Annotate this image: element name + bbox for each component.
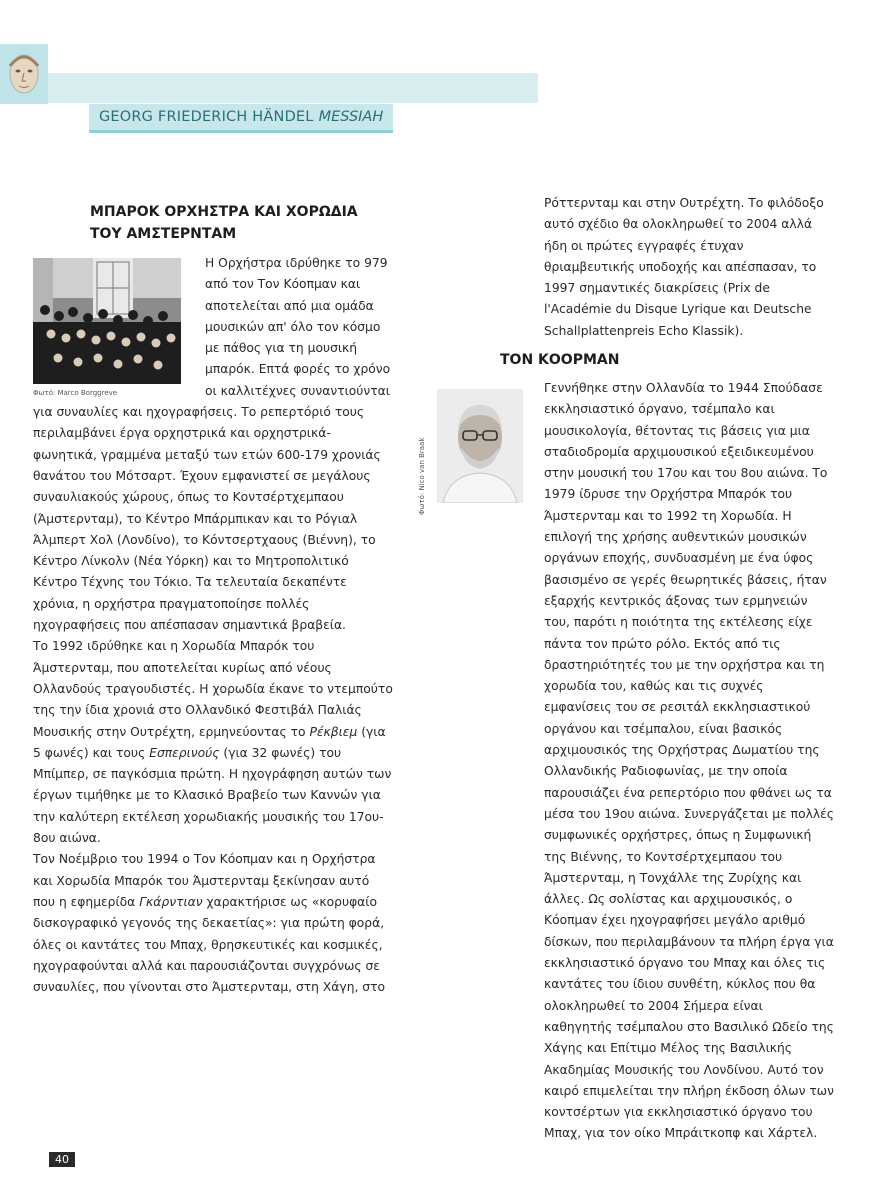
orchestra-photo-caption: Φωτό: Marco Borggreve [33,389,118,397]
title-main: GEORG FRIEDERICH HÄNDEL [99,109,314,125]
header-band [48,73,538,103]
heading-line-2: ΤΟΥ ΑΜΣΤΕΡΝΤΑΜ [90,226,237,242]
header-portrait-tile [0,44,48,104]
right-column-continuation [544,193,834,342]
koopman-photo [437,389,523,503]
koopman-photo-caption: Φωτό: Nico van Braak [418,437,426,515]
page-title [89,104,393,133]
orchestra-paragraph-3-cont: Ρόττερνταμ και στην Ουτρέχτη. Το φιλόδοξο αυτό σχέδιο θα ολοκληρωθεί το 2004 αλλά ήδη οι πρώτες εγγραφές έτυχαν θριαμβευτικής υποδοχής και απέσπασαν, το 1997 σημαντικές διακρίσεις (Prix de l'Académie du Disque Lyrique και Deutsche Schallplattenpreis Echo Klassik). [544,196,824,338]
title-italic: MESSIAH [318,109,384,125]
koopman-column [544,378,834,1145]
photo-placeholder [33,253,205,397]
section-heading-orchestra [90,201,358,245]
left-column [33,253,393,998]
section-heading-koopman: ΤΟΝ ΚΟΟΡΜΑΝ [500,352,620,368]
page-number: 40 [49,1152,75,1167]
orchestra-paragraph-3: Τον Νοέμβριο του 1994 ο Τον Κόοπμαν και η Ορχήστρα και Χορωδία Μπαρόκ του Άμστερνταμ ξεκίνησαν αυτό που η εφημερίδα Γκάρντιαν χαρακτήρισε ως «κορυφαίο δισκογραφικό γεγονός της δεκαετίας»: για πρώτη φορά, όλες οι καντάτες του Μπαχ, θρησκευτικές και κοσμικές, ηχογραφούνται αλλά και παρουσιάζονται συγχρόνως σε συναυλίες, που γίνονται στο Άμστερνταμ, στη Χάγη, στο [33,852,386,995]
orchestra-paragraph-2: Το 1992 ιδρύθηκε και η Χορωδία Μπαρόκ του Άμστερνταμ, που αποτελείται κυρίως από νέους Ολλανδούς τραγουδιστές. Η χορωδία έκανε το ντεμπούτο της την ίδια χρονιά στο Ολλανδικό Φεστιβάλ Παλιάς Μουσικής στην Ουτρέχτη, ερμηνεύοντας το Ρέκβιεμ (για 5 φωνές) και τους Εσπερινούς (για 32 φωνές) του Μπίμπερ, σε παγκόσμια πρώτη. Η ηχογράφηση αυτών των έργων τιμήθηκε με το Κλασικό Βραβείο των Καννών για την καλύτερη εκτέλεση χορωδιακής μουσικής του 17ου- 8ου αιώνα. [33,639,393,846]
koopman-paragraph: Γεννήθηκε στην Ολλανδία το 1944 Σπούδασε εκκλησιαστικό όργανο, τσέμπαλο και μουσικολογία, θέτοντας τις βάσεις για μια σταδιοδρομία αρχιμουσικού εξειδικευμένου στην μουσική του 17ου και του 8ου αιώνα. Το 1979 ίδρυσε την Ορχήστρα Μπαρόκ του Άμστερνταμ και το 1992 τη Χορωδία. Η επιλογή της χρήσης αυθεντικών μουσικών οργάνων εποχής, συνδυασμένη με ένα ύφος βασισμένο σε γερές θεωρητικές βάσεις, ήταν εξαρχής κεντρικός άξονας των ερμηνειών του, παρότι η ποιότητα της εκτέλεσης είχε πάντα τον πρώτο ρόλο. Εκτός από τις δραστηριότητές του με την ορχήστρα και τη χορωδία του, καθώς και τις συχνές εμφανίσεις του σε ρεσιτάλ εκκλησιαστικού οργάνου και τσέμπαλου, είναι βασικός αρχιμουσικός της Ορχήστρας Δωματίου της Ολλανδικής Ραδιοφωνίας, με την οποία παρουσιάζει ένα ρεπερτόριο που φθάνει ως τα μέσα του 19ου αιώνα. Συνεργάζεται με πολλές συμφωνικές ορχήστρες, όπως η Συμφωνική της Βιέννης, το Κοντσέρτχεμπαου του Άμστερνταμ, η Τονχάλλε της Ζυρίχης και άλλες. Ως σολίστας και αρχιμουσικός, ο Κόοπμαν έχει ηχογραφήσει μεγάλο αριθμό δίσκων, που περιλαμβάνουν τα πλήρη έργα για εκκλησιαστικό όργανο του Μπαχ και όλες τις καντάτες του ίδιου συνθέτη, κύκλος που θα ολοκληρωθεί το 2004 Σήμερα είναι καθηγητής τσέμπαλου στο Βασιλικό Ωδείο της Χάγης και Επίτιμο Μέλος της Βασιλικής Ακαδημίας Μουσικής του Λονδίνου. Αυτό τον καιρό επιμελείται την πλήρη έκδοση όλων των κοντσέρτων για εκκλησιαστικό όργανο του Μπαχ, για τον οίκο Μπράιτκοπφ και Χάρτελ. [544,381,835,1141]
heading-line-1: ΜΠΑΡΟΚ ΟΡΧΗΣΤΡΑ ΚΑΙ ΧΟΡΩΔΙΑ [90,204,358,220]
orchestra-paragraph-1: Η Ορχήστρα ιδρύθηκε το 979 από τον Τον Κόοπμαν και αποτελείται από μια ομάδα μουσικών απ' όλο τον κόσμο με πάθος για τη μουσική μπαρόκ. Επτά φορές το χρόνο οι καλλιτέχνες συναντιούνται για συναυλίες και ηχογραφήσεις. Το ρεπερτόριό τους περιλαμβάνει έργα ορχηστρικά και ορχηστρικά-φωνητικά, γραμμένα μεταξύ των ετών 600-179 χρονιάς θανάτου του Μότσαρτ. Έχουν εμφανιστεί σε μεγάλους συναυλιακούς χώρους, όπως το Κοντσέρτχεμπαου (Άμστερνταμ), το Κέντρο Μπάρμπικαν και το Ρόγιαλ Άλμπερτ Χολ (Λονδίνο), το Κόντσερτχαους (Βιέννη), το Κέντρο Λίνκολν (Νέα Υόρκη) και το Μητροπολιτικό Κέντρο Τέχνης του Τόκιο. Τα τελευταία δεκαπέντε χρόνια, η ορχήστρα πραγματοποίησε πολλές ηχογραφήσεις που απέσπασαν σημαντικά βραβεία. [33,256,391,633]
face-icon [0,44,48,104]
